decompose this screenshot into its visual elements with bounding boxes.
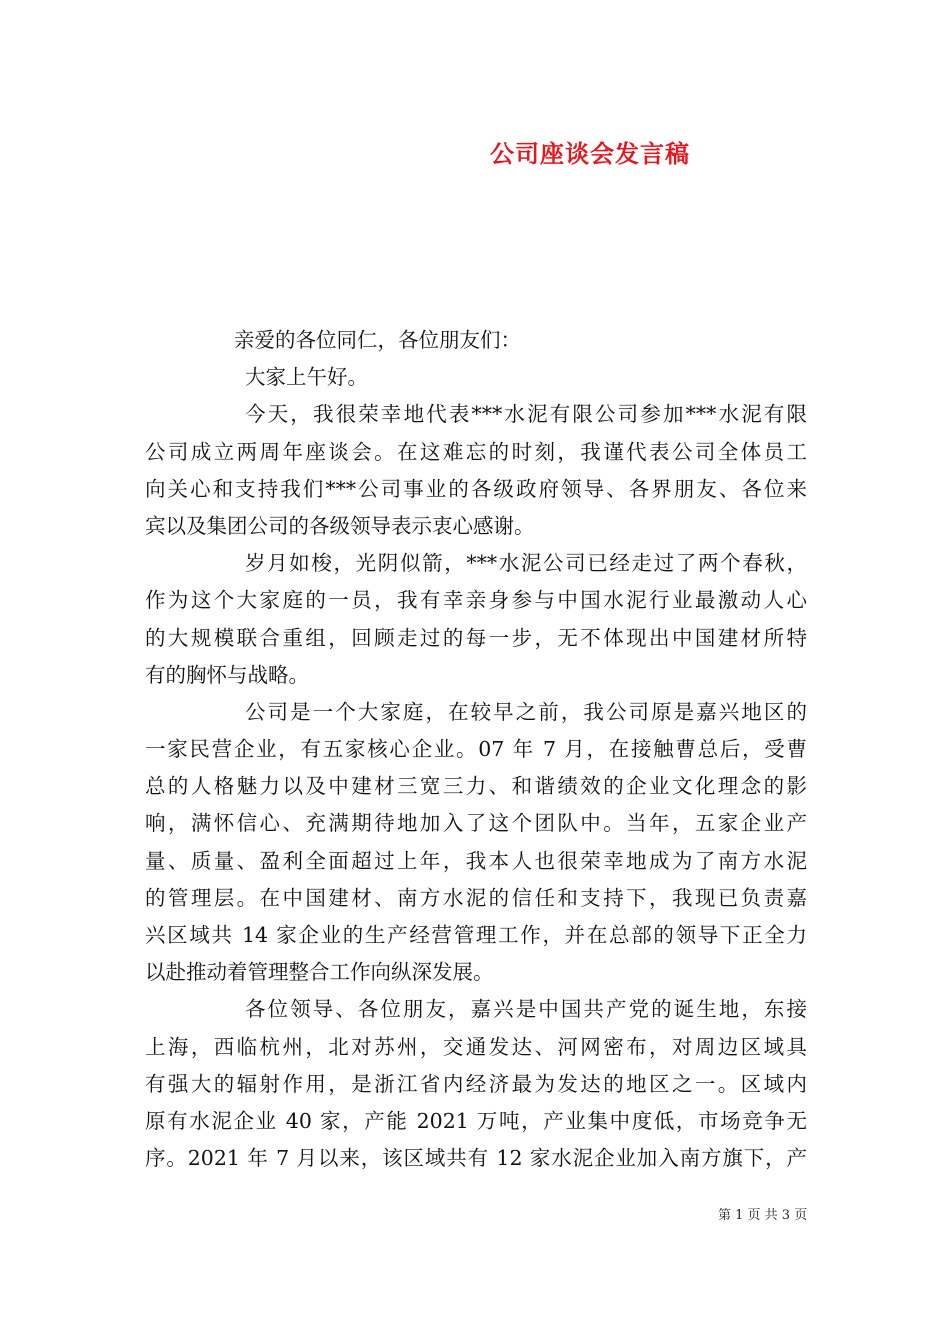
salutation: 亲爱的各位同仁，各位朋友们： [234, 328, 521, 352]
paragraph-line: 有强大的辐射作用，是浙江省内经济最为发达的地区之一。区域内 [145, 1071, 807, 1096]
paragraph-line: 宾以及集团公司的各级领导表示衷心感谢。 [145, 513, 535, 538]
paragraph-line: 一家民营企业，有五家核心企业。07 年 7 月，在接触曹总后，受曹 [145, 737, 807, 762]
paragraph-line: 向关心和支持我们***公司事业的各级政府领导、各界朋友、各位来 [145, 476, 807, 501]
paragraph-line: 以赴推动着管理整合工作向纵深发展。 [145, 960, 494, 985]
paragraph-line: 公司是一个大家庭，在较早之前，我公司原是嘉兴地区的 [245, 699, 807, 724]
document-body [145, 322, 807, 1177]
paragraph-line: 各位领导、各位朋友，嘉兴是中国共产党的诞生地，东接 [245, 997, 807, 1022]
page-number: 第 1 页 共 3 页 [718, 1208, 808, 1223]
paragraph-line: 序。2021 年 7 月以来，该区域共有 12 家水泥企业加入南方旗下，产 [145, 1146, 807, 1171]
paragraph-line: 响，满怀信心、充满期待地加入了这个团队中。当年，五家企业产 [145, 811, 807, 836]
paragraph-line: 有的胸怀与战略。 [145, 662, 309, 687]
paragraph-line: 的大规模联合重组，回顾走过的每一步，无不体现出中国建材所特 [145, 625, 807, 650]
paragraph-line: 上海，西临杭州，北对苏州，交通发达、河网密布，对周边区域具 [145, 1034, 807, 1059]
paragraph-line: 岁月如梭，光阴似箭，***水泥公司已经走过了两个春秋， [245, 551, 807, 576]
document-title: 公司座谈会发言稿 [490, 139, 690, 168]
paragraph-line: 总的人格魅力以及中建材三宽三力、和谐绩效的企业文化理念的影 [145, 774, 807, 799]
greeting: 大家上午好。 [245, 365, 368, 390]
paragraph-line: 兴区域共 14 家企业的生产经营管理工作，并在总部的领导下正全力 [145, 923, 807, 947]
paragraph-line: 作为这个大家庭的一员，我有幸亲身参与中国水泥行业最激动人心 [145, 588, 807, 613]
paragraph-line: 的管理层。在中国建材、南方水泥的信任和支持下，我现已负责嘉 [145, 885, 807, 910]
paragraph-line: 今天，我很荣幸地代表***水泥有限公司参加***水泥有限 [245, 402, 807, 427]
paragraph-line: 原有水泥企业 40 家，产能 2021 万吨，产业集中度低，市场竞争无 [145, 1108, 807, 1133]
paragraph-line: 公司成立两周年座谈会。在这难忘的时刻，我谨代表公司全体员工 [145, 439, 807, 464]
paragraph-line: 量、质量、盈利全面超过上年，我本人也很荣幸地成为了南方水泥 [145, 848, 807, 873]
